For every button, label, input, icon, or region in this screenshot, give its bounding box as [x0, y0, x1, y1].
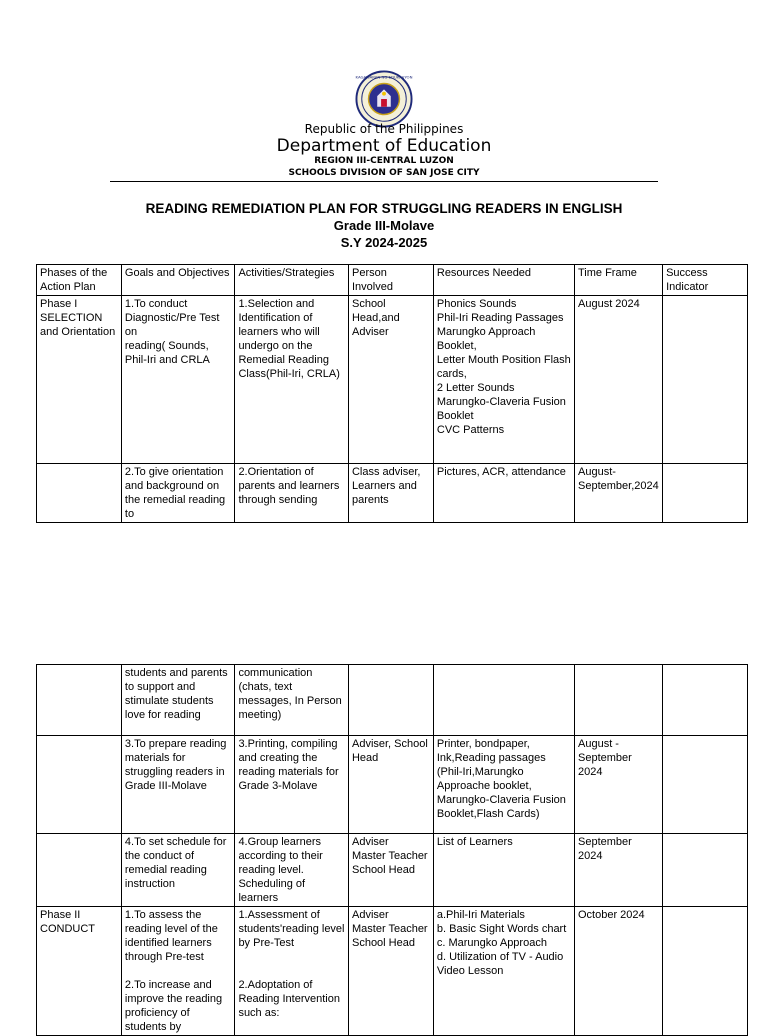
table-cell: 4.Group learners according to their reading level. Scheduling of learners: [235, 834, 349, 907]
table-row: [37, 834, 748, 907]
table-cell: 4.To set schedule for the conduct of remedial reading instruction: [121, 834, 235, 907]
remediation-plan-table-continued: [36, 664, 748, 1036]
table-cell: Pictures, ACR, attendance: [433, 464, 574, 523]
republic-line: Republic of the Philippines: [304, 122, 464, 136]
table-cell: 2.To give orientation and background on the remedial reading to: [121, 464, 235, 523]
table-cell: Class adviser, Learners and parents: [348, 464, 433, 523]
school-year: S.Y 2024-2025: [340, 235, 428, 250]
table-cell: [663, 834, 748, 907]
table-cell: students and parents to support and stimulate students love for reading: [121, 665, 235, 736]
table-row: [37, 736, 748, 834]
table-cell: [663, 907, 748, 1036]
table-cell: [663, 296, 748, 464]
seal-text: KAGAWARAN NG EDUKASYON: [355, 74, 413, 80]
region-line: REGION III-CENTRAL LUZON: [314, 156, 454, 166]
table-cell: 1.Assessment of students'reading level by Pre-Test 2.Adoptation of Reading Intervention such as:: [235, 907, 349, 1036]
table-cell: [663, 665, 748, 736]
table-cell: [37, 834, 122, 907]
column-header: Time Frame: [575, 265, 663, 296]
header-divider: [110, 181, 658, 182]
table-cell: October 2024: [575, 907, 663, 1036]
department-name: Department of Education: [276, 136, 492, 156]
table-cell: September 2024: [575, 834, 663, 907]
table-cell: [348, 665, 433, 736]
table-header-row: [37, 265, 748, 296]
table-cell: [663, 736, 748, 834]
column-header: Phases of the Action Plan: [37, 265, 122, 296]
deped-seal-icon: [355, 70, 413, 128]
table-cell: [37, 736, 122, 834]
table-row: [37, 907, 748, 1036]
table-cell: 1.Selection and Identification of learners who will undergo on the Remedial Reading Class(Phil-Iri, CRLA): [235, 296, 349, 464]
table-cell: Adviser, School Head: [348, 736, 433, 834]
table-cell: [433, 665, 574, 736]
table-cell: Phase II CONDUCT: [37, 907, 122, 1036]
table-cell: 3.Printing, compiling and creating the reading materials for Grade 3-Molave: [235, 736, 349, 834]
table-cell: [575, 665, 663, 736]
remediation-plan-table: [36, 264, 748, 523]
table-cell: August - September 2024: [575, 736, 663, 834]
column-header: Success Indicator: [663, 265, 748, 296]
table-cell: Phase I SELECTION and Orientation: [37, 296, 122, 464]
table-cell: List of Learners: [433, 834, 574, 907]
svg-text:KAGAWARAN NG EDUKASYON: [356, 75, 413, 80]
table-cell: [37, 464, 122, 523]
column-header: Activities/Strategies: [235, 265, 349, 296]
document-title: READING REMEDIATION PLAN FOR STRUGGLING READERS IN ENGLISH: [145, 201, 623, 216]
table-cell: Phonics Sounds Phil-Iri Reading Passages Marungko Approach Booklet, Letter Mouth Position Flash cards, 2 Letter Sounds Marungko-Claveria Fusion Booklet CVC Patterns: [433, 296, 574, 464]
table-cell: August 2024: [575, 296, 663, 464]
table-cell: 1.To assess the reading level of the identified learners through Pre-test 2.To increase and improve the reading proficiency of students by: [121, 907, 235, 1036]
table-cell: [37, 665, 122, 736]
column-header: Person Involved: [348, 265, 433, 296]
column-header: Goals and Objectives: [121, 265, 235, 296]
table-cell: Adviser Master Teacher School Head: [348, 907, 433, 1036]
table-cell: communication (chats, text messages, In Person meeting): [235, 665, 349, 736]
grade-section: Grade III-Molave: [333, 218, 435, 233]
division-line: SCHOOLS DIVISION OF SAN JOSE CITY: [288, 168, 480, 178]
table-cell: 2.Orientation of parents and learners through sending: [235, 464, 349, 523]
table-row: [37, 665, 748, 736]
table-cell: Adviser Master Teacher School Head: [348, 834, 433, 907]
table-cell: a.Phil-Iri Materials b. Basic Sight Words chart c. Marungko Approach d. Utilization of TV - Audio Video Lesson: [433, 907, 574, 1036]
column-header: Resources Needed: [433, 265, 574, 296]
table-row: [37, 296, 748, 464]
table-cell: 1.To conduct Diagnostic/Pre Test on reading( Sounds, Phil-Iri and CRLA: [121, 296, 235, 464]
table-row: [37, 464, 748, 523]
table-cell: 3.To prepare reading materials for struggling readers in Grade III-Molave: [121, 736, 235, 834]
table-cell: School Head,and Adviser: [348, 296, 433, 464]
table-cell: Printer, bondpaper, Ink,Reading passages (Phil-Iri,Marungko Approache booklet, Marungko-Claveria Fusion Booklet,Flash Cards): [433, 736, 574, 834]
table-cell: [663, 464, 748, 523]
table-cell: August-September,2024: [575, 464, 663, 523]
